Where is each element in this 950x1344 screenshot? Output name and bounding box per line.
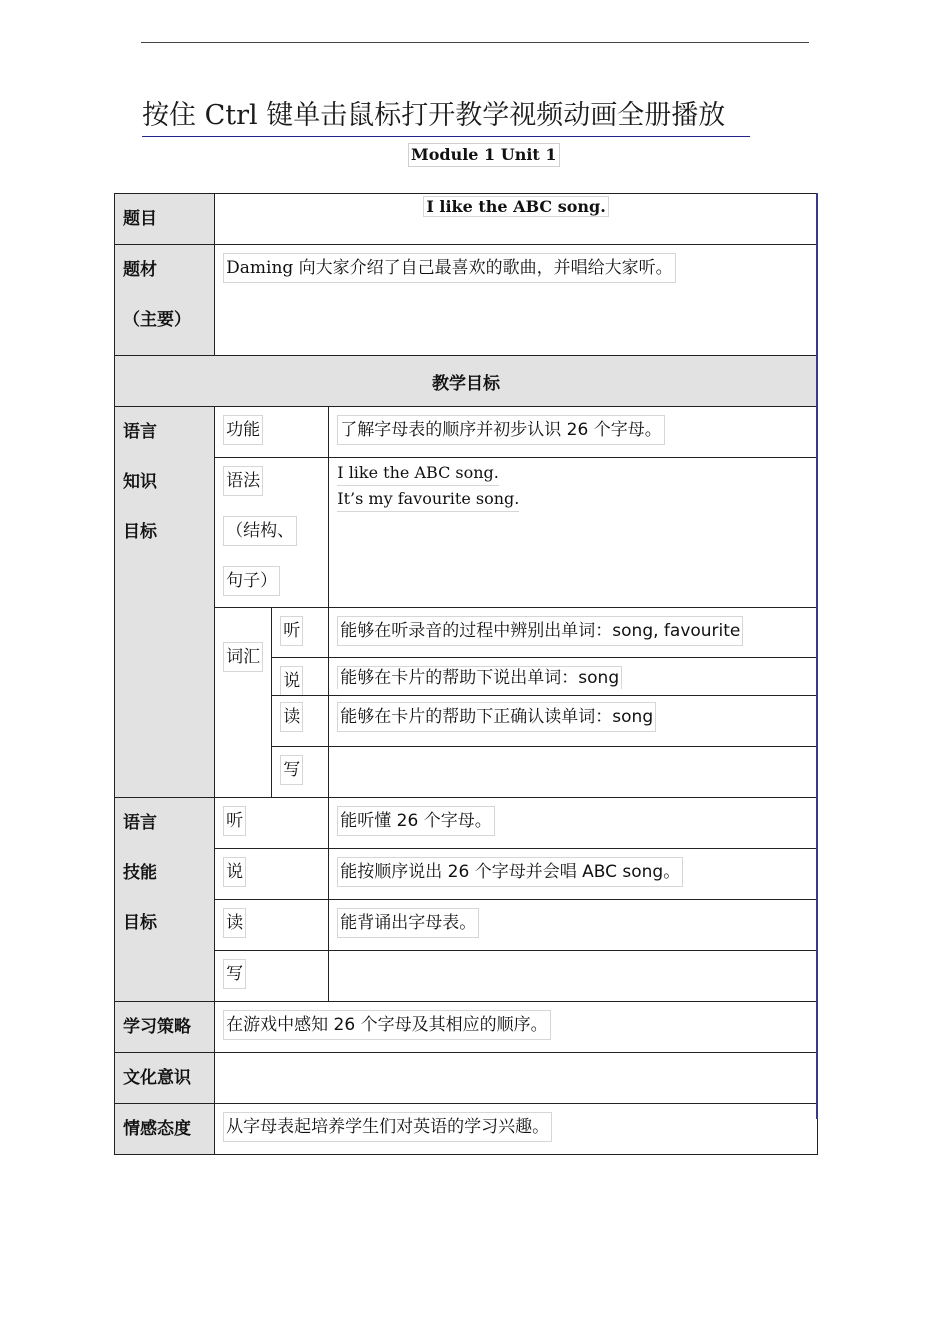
vocab-text: 能够在卡片的帮助下正确认读单词：song <box>337 702 656 732</box>
lang-knowledge-label-line: 语言 <box>123 422 157 442</box>
vocab-skill: 说 <box>280 666 303 695</box>
lang-skill-label <box>115 798 215 1002</box>
lang-skill-label-line: 语言 <box>123 813 157 833</box>
strategy-label: 学习策略 <box>115 1002 215 1053</box>
video-playback-link[interactable]: 按住 Ctrl 键单击鼠标打开教学视频动画全册播放 <box>142 96 750 137</box>
grammar-sentence: It’s my favourite song. <box>337 486 519 512</box>
material-value: Daming 向大家介绍了自己最喜欢的歌曲，并唱给大家听。 <box>223 253 676 283</box>
lesson-plan-table <box>114 193 818 1155</box>
grammar-label-line: （结构、 <box>223 516 297 546</box>
skill-text-cell <box>329 900 818 951</box>
skill-label: 听 <box>223 806 246 836</box>
attitude-row <box>115 1104 818 1155</box>
skill-label: 读 <box>223 908 246 938</box>
grammar-label-line: 语法 <box>223 466 263 496</box>
skill-text-cell <box>329 849 818 900</box>
strategy-cell <box>215 1002 818 1053</box>
function-value-cell <box>329 407 818 458</box>
skill-text: 能按顺序说出 26 个字母并会唱 ABC song。 <box>337 857 683 887</box>
attitude-cell <box>215 1104 818 1155</box>
vocab-text-cell <box>329 696 818 747</box>
topic-row <box>115 194 818 245</box>
vocab-skill-cell <box>272 696 329 747</box>
lang-knowledge-label-line: 知识 <box>123 472 157 492</box>
strategy-row <box>115 1002 818 1053</box>
top-rule <box>141 42 809 43</box>
skill-label: 写 <box>223 959 246 989</box>
skill-row-listen <box>115 798 818 849</box>
grammar-sentence: I like the ABC song. <box>337 460 499 486</box>
table-right-rule <box>816 193 818 1119</box>
skill-text-cell <box>329 951 818 1002</box>
vocab-skill: 写 <box>280 755 303 785</box>
lang-skill-label-line: 目标 <box>123 913 157 933</box>
function-value: 了解字母表的顺序并初步认识 26 个字母。 <box>337 415 664 445</box>
material-row <box>115 245 818 356</box>
attitude-value: 从字母表起培养学生们对英语的学习兴趣。 <box>223 1112 552 1142</box>
vocab-text: 能够在听录音的过程中辨别出单词：song, favourite <box>337 616 743 646</box>
attitude-label: 情感态度 <box>115 1104 215 1155</box>
topic-value: I like the ABC song. <box>423 196 608 217</box>
section-row <box>115 356 818 407</box>
vocab-label: 词汇 <box>223 642 263 672</box>
skill-label-cell <box>215 849 329 900</box>
skill-text: 能听懂 26 个字母。 <box>337 806 494 836</box>
skill-text: 能背诵出字母表。 <box>337 908 479 938</box>
skill-label-cell <box>215 900 329 951</box>
vocab-skill-cell <box>272 658 329 696</box>
strategy-value: 在游戏中感知 26 个字母及其相应的顺序。 <box>223 1010 550 1040</box>
vocab-skill: 听 <box>280 616 303 646</box>
material-cell <box>215 245 818 356</box>
function-label: 功能 <box>223 415 263 445</box>
skill-label-cell <box>215 951 329 1002</box>
skill-label: 说 <box>223 857 246 887</box>
vocab-skill-cell <box>272 747 329 798</box>
vocab-text-cell <box>329 608 818 658</box>
material-label-line: 题材 <box>123 260 157 280</box>
culture-label: 文化意识 <box>115 1053 215 1104</box>
skill-label-cell <box>215 798 329 849</box>
function-row <box>115 407 818 458</box>
skill-text-cell <box>329 798 818 849</box>
section-title: 教学目标 <box>115 356 818 407</box>
lang-knowledge-label-line: 目标 <box>123 522 157 542</box>
lang-knowledge-label <box>115 407 215 798</box>
topic-cell <box>215 194 818 245</box>
vocab-skill: 读 <box>280 702 303 732</box>
skill-row-write <box>115 951 818 1002</box>
grammar-row <box>115 458 818 608</box>
material-label-line: （主要） <box>123 310 191 330</box>
function-label-cell <box>215 407 329 458</box>
vocab-label-cell <box>215 608 272 798</box>
topic-label: 题目 <box>115 194 215 245</box>
grammar-value-cell <box>329 458 818 608</box>
module-unit-subtitle: Module 1 Unit 1 <box>408 143 560 167</box>
grammar-label-cell <box>215 458 329 608</box>
culture-row <box>115 1053 818 1104</box>
lang-skill-label-line: 技能 <box>123 863 157 883</box>
material-label <box>115 245 215 356</box>
grammar-label-line: 句子） <box>223 566 280 596</box>
skill-row-read <box>115 900 818 951</box>
vocab-row-listen <box>115 608 818 658</box>
vocab-text-cell <box>329 658 818 696</box>
vocab-text-cell <box>329 747 818 798</box>
vocab-skill-cell <box>272 608 329 658</box>
skill-row-speak <box>115 849 818 900</box>
vocab-text: 能够在卡片的帮助下说出单词：song <box>337 666 622 689</box>
culture-cell <box>215 1053 818 1104</box>
